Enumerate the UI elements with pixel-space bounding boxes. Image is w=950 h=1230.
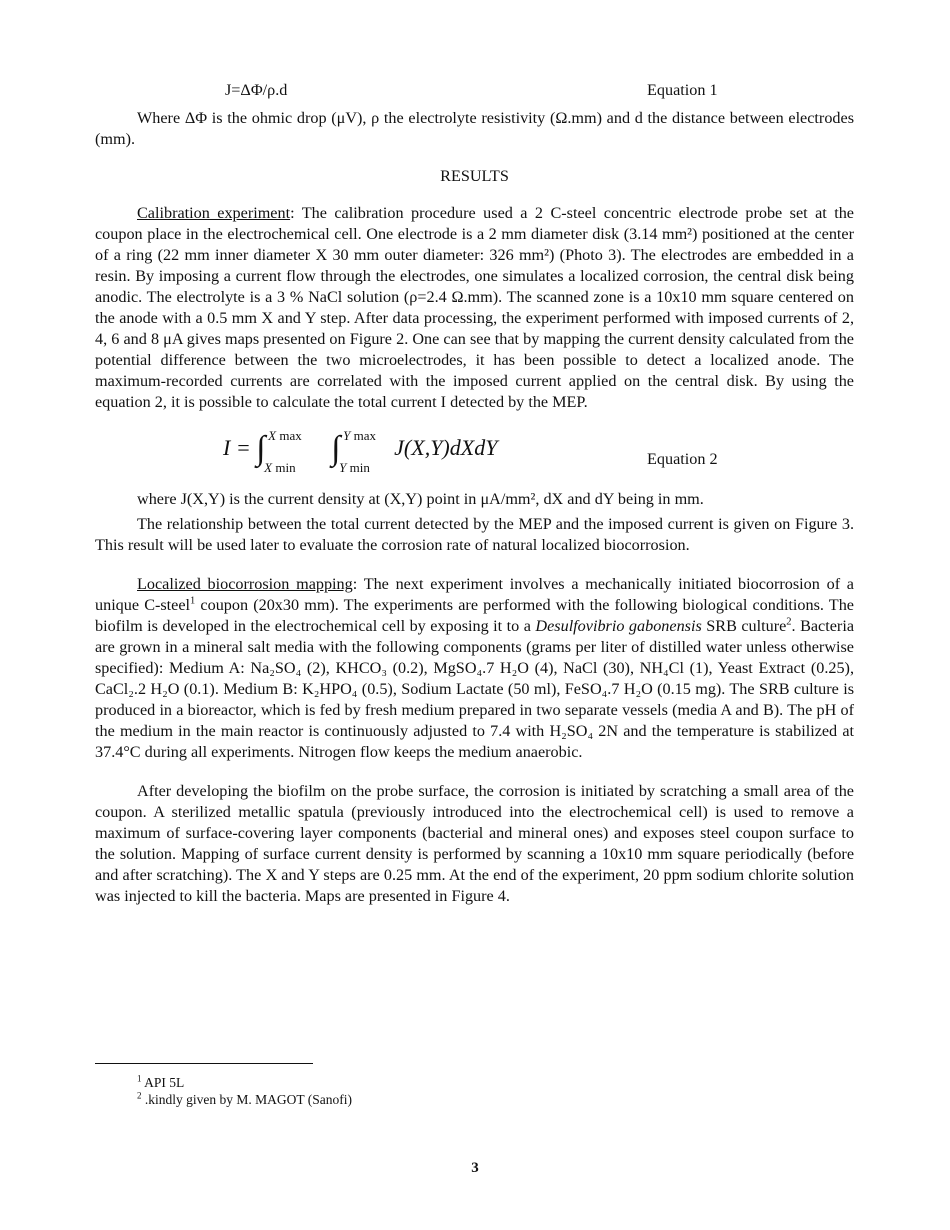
calibration-paragraph <box>95 203 854 413</box>
integral-sign-icon: ∫ <box>256 430 266 467</box>
localized-paragraph: Localized biocorrosion mapping: The next experiment involves a mechanically initiated biocorrosion of a unique C-steel$^1$ coupon (20x30 mm). The experiments are performed with the following biological conditions. The biofilm is developed in the electrochemical cell by exposing it to a Desulfovibrio gabonensis SRB culture$^2$. Bacteria are grown in a mineral salt media with the following components (grams per liter of distilled water unless otherwise specified): Medium A: Na₂SO₄ (2), KHCO₃ (0.2), MgSO₄.7 H₂O (4), NaCl (30), NH₄Cl (1), Yeast Extract (0.25), CaCl₂.2 H₂O (0.1). Medium B: K₂HPO₄ (0.5), Sodium Lactate (50 ml), FeSO₄.7 H₂O (0.15 mg). The SRB culture is produced in a bioreactor, which is fed by fresh medium prepared in two separate vessels (media A and B). The pH of the medium in the main reactor is continuously adjusted to 7.4 with H₂SO₄ 2N and the temperature is stabilized at 37.4°C during all experiments. Nitrogen flow keeps the medium anaerobic. <box>95 575 855 761</box>
footnote-2: $^2$ .kindly given by M. MAGOT (Sanofi) <box>137 1090 352 1107</box>
relationship-paragraph: The relationship between the total current detected by the MEP and the imposed current is given on Figure 3. This result will be used later to evaluate the corrosion rate of natural localized biocorrosion. <box>95 515 854 554</box>
footnote-divider <box>95 1063 313 1064</box>
y-lower-limit: Y min <box>339 460 370 475</box>
section-heading-results: RESULTS <box>440 167 509 185</box>
calibration-text: : The calibration procedure used a 2 C-steel concentric electrode probe set at the coupon place in the electrochemical cell. One electrode is a 2 mm diameter disk (3.14 mm²) positioned at the center of a ring (22 mm inner diameter X 30 mm outer diameter: 326 mm²) (Photo 3). The electrodes are embedded in a resin. By imposing a current flow through the electrodes, one simulates a localized corrosion, the central disk being anodic. The electrolyte is a 3 % NaCl solution (ρ=2.4 Ω.mm). The scanned zone is a 10x10 mm square centered on the anode with a 0.5 mm X and Y step. After data processing, the experiment performed with imposed currents of 2, 4, 6 and 8 μA gives maps presented on Figure 2. One can see that by mapping the current density calculated from the potential difference between the two microelectrodes, it has been possible to detect a localized anode. The maximum-recorded currents are correlated with the imposed current applied on the central disk. By using the equation 2, it is possible to calculate the total current I detected by the MEP. <box>95 204 854 411</box>
footnote-1: $^1$ API 5L <box>137 1073 185 1090</box>
x-upper-limit: X max <box>268 428 302 443</box>
equation-1-formula: J=ΔΦ/ρ.d <box>225 81 288 99</box>
equation-2-integrand: J(X,Y)dXdY <box>394 435 498 461</box>
localized-heading: Localized biocorrosion mapping <box>137 575 353 593</box>
page-number: 3 <box>471 1160 479 1176</box>
equation-1 <box>95 80 854 104</box>
calibration-heading: Calibration experiment <box>137 204 291 222</box>
where-paragraph-2: where J(X,Y) is the current density at (X,Y) point in μA/mm², dX and dY being in mm. <box>137 490 704 508</box>
equation-2 <box>95 427 854 485</box>
footnote-ref-2: 2 <box>786 616 792 628</box>
equation-2-formula <box>223 427 497 473</box>
integral-y <box>331 427 377 475</box>
x-lower-limit: X min <box>264 460 296 475</box>
equation-1-label: Equation 1 <box>647 81 718 99</box>
page-body <box>95 80 854 907</box>
where-paragraph-1: Where ΔΦ is the ohmic drop (μV), ρ the electrolyte resistivity (Ω.mm) and d the distance between electrodes (mm). <box>95 109 854 148</box>
footnote-ref-1: 1 <box>190 595 196 607</box>
species-name: Desulfovibrio gabonensis <box>535 617 702 635</box>
scratching-paragraph: After developing the biofilm on the probe surface, the corrosion is initiated by scratching a small area of the coupon. A sterilized metallic spatula (previously introduced into the electrochemical cell) is used to remove a maximum of surface-covering layer components (bacterial and mineral ones) and exposes steel coupon surface to the solution. Mapping of surface current density is performed by scanning a 10x10 mm square periodically (before and after scratching). The X and Y steps are 0.25 mm. At the end of the experiment, 20 ppm sodium chlorite solution was injected to kill the bacteria. Maps are presented in Figure 4. <box>95 782 854 905</box>
equation-2-label: Equation 2 <box>647 450 718 468</box>
equation-2-lhs: I = <box>223 435 251 461</box>
integral-x <box>256 427 302 475</box>
integral-sign-icon: ∫ <box>331 430 341 467</box>
y-upper-limit: Y max <box>343 428 377 443</box>
